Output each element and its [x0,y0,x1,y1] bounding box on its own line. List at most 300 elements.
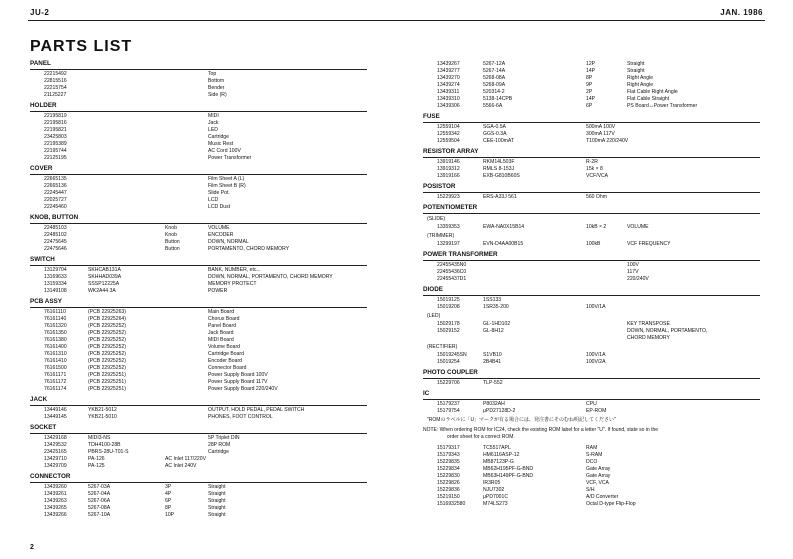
list-item [423,297,760,304]
cell-pn: 13439266 [44,512,67,518]
cell-type: (PCB 22925252) [88,344,126,350]
cell-desc: Power Supply Board 220/240V [208,386,278,392]
cell-pn: 15029178 [437,321,460,327]
list-item [30,239,367,246]
list-item [423,304,760,311]
cell-pn: 22475645 [44,239,67,245]
cell-part: 5267-12A [483,61,506,67]
cell-desc: Power Supply Board 117V [208,379,268,385]
cell-pn: 22195816 [44,120,67,126]
list-item [423,124,760,131]
list-item [423,262,760,269]
cell-pn: 13919166 [437,173,460,179]
cell-pn: 15179237 [437,401,460,407]
list-item [30,463,367,470]
cell-part: CEE-100mAT [483,138,515,144]
list-item [30,190,367,197]
cell-part: 520314-2 [483,89,505,95]
cell-pn: 12559104 [437,124,460,130]
cell-pn: 21125227 [44,92,67,98]
cell-val: 100V/2A [586,359,606,365]
section-rows [423,379,760,387]
section-title: POTENTIOMETER [423,204,760,214]
list-item [30,281,367,288]
cell-desc: MEMORY PROTECT [208,281,257,287]
cell-type: 5267-08A [88,505,111,511]
cell-desc: POWER [208,288,228,294]
cell-mid: Button [165,246,180,252]
section-rows [30,308,367,393]
rom-note-line2: order sheet for a correct ROM. [447,434,515,440]
section-rows [423,296,760,311]
cell-type: (PCB 22925264) [88,316,126,322]
list-item [30,197,367,204]
cell-pn: 23425803 [44,134,67,140]
list-item [30,71,367,78]
cell-desc: Straight [208,491,226,497]
cell-pn: 22665135 [44,176,67,182]
section-title: IC [423,390,760,400]
section-rows [423,60,760,110]
cell-type: (PCB 22925252) [88,365,126,371]
cell-type: 5267-03A [88,484,111,490]
cell-pn: 13439267 [437,61,460,67]
section-rows [30,224,367,253]
list-item [30,442,367,449]
list-item [423,487,760,494]
cell-desc: DCO [586,459,598,465]
cell-desc: Straight [208,505,226,511]
section-title: RESISTOR ARRAY [423,148,760,158]
cell-desc: VOLUME [627,224,649,230]
cell-pn: 76161500 [44,365,67,371]
list-item [30,134,367,141]
header-date: JAN. 1986 [720,8,763,17]
cell-val: T100mA 220/240V [586,138,629,144]
cell-pn: 23425165 [44,449,67,455]
section-rows [423,223,760,231]
cell-part: μPD7001C [483,494,509,500]
list-item [30,505,367,512]
cell-pn: 13299197 [437,241,460,247]
cell-val: 100kB [586,241,601,247]
cell-pn: 15229835 [437,459,460,465]
cell-pn: 13439265 [44,505,67,511]
cell-part: RMLS 8-153J [483,166,515,172]
cell-desc: Side (R) [208,92,227,98]
cell-pn: 76161171 [44,372,67,378]
cell-desc: Film Sheet B (R) [208,183,246,189]
section-rows [30,70,367,99]
cell-desc: Right Angle [627,82,654,88]
cell-pn: 22245460 [44,204,67,210]
cell-pn: 13149108 [44,288,67,294]
cell-desc: CHORD MEMORY [627,335,670,341]
cell-type: PBRS-28U-T01-S [88,449,129,455]
cell-val: 14P [586,96,596,102]
section-rows [423,123,760,145]
cell-desc: Slide Pot. [208,190,230,196]
cell-desc: DOWN, NORMAL, PORTAMENTO, [627,328,708,334]
cell-part: P8032AH [483,401,505,407]
cell-desc: Bender [208,85,225,91]
cell-part: ERS-A33J 561 [483,194,517,200]
cell-pn: 15029152 [437,328,460,334]
cell-pn: 15229836 [437,487,460,493]
cell-desc: Cartridge Board [208,351,244,357]
section-title: KNOB, BUTTON [30,214,367,224]
cell-pn: 13439274 [437,82,460,88]
cell-pn: 13169633 [44,274,67,280]
cell-desc: Chorus Board [208,316,240,322]
cell-pn: 76161320 [44,323,67,329]
section-title: PCB ASSY [30,298,367,308]
cell-desc: MIDI Board [208,337,234,343]
cell-desc: 28P ROM [208,442,231,448]
cell-pn: 15229826 [437,480,460,486]
cell-mid: AC Inlet 117/220V [165,456,206,462]
list-item [30,141,367,148]
cell-desc: Straight [208,484,226,490]
list-item [30,407,367,414]
section-rows [423,400,760,415]
cell-pn: 22455436C0 [437,269,467,275]
cell-mid: Knob [165,225,177,231]
cell-type: PA-126 [88,456,105,462]
cell-mid: 10P [165,512,175,518]
section-rows [423,261,760,283]
cell-desc: Straight [208,498,226,504]
cell-desc: Straight [627,68,645,74]
cell-pn: 13439277 [437,68,460,74]
cell-desc: RAM [586,445,598,451]
cell-desc: PORTAMENTO, CHORD MEMORY [208,246,290,252]
list-item [30,204,367,211]
cell-pn: 22815516 [44,78,67,84]
list-item [423,241,760,248]
cell-pn: 12559342 [437,131,460,137]
cell-desc: Jack Board [208,330,234,336]
list-item [423,68,760,75]
section-rows [30,175,367,211]
cell-part: SGA-0.5A [483,124,506,130]
list-item [423,335,760,342]
cell-val: EP-ROM [586,408,607,414]
list-item [423,408,760,415]
cell-part: GL-1HD102 [483,321,511,327]
list-item [423,131,760,138]
cell-pn: 13439270 [437,75,460,81]
cell-pn: 13919146 [437,159,460,165]
cell-desc: S-RAM [586,452,603,458]
cell-desc: Jack [208,120,219,126]
list-item [30,379,367,386]
cell-part: 5268-09A [483,82,506,88]
cell-mid: 6P [165,498,172,504]
cell-val: 500mA 100V [586,124,616,130]
cell-val: R-2R [586,159,598,165]
list-item [30,316,367,323]
cell-pn: 13429710 [44,456,67,462]
cell-val: 10kB × 2 [586,224,607,230]
cell-part: 5267-14A [483,68,506,74]
list-item [423,89,760,96]
rom-note-line1: NOTE: When ordering ROM for IC24, check the existing ROM label for a letter "U". If found, state so in the [423,427,659,433]
cell-desc: Volume Board [208,344,240,350]
cell-val: 300mA 117V [586,131,615,137]
cell-val: VCF/VCA [586,173,609,179]
cell-desc: Bottom [208,78,225,84]
cell-pn: 76161110 [44,309,66,315]
cell-pn: 13919312 [437,166,460,172]
section-rows [30,406,367,421]
section-title: CONNECTOR [30,473,367,483]
list-item [30,113,367,120]
list-item [423,61,760,68]
cell-pn: 22245447 [44,190,67,196]
cell-part: NJU7302 [483,487,505,493]
cell-part: 1SR35-200 [483,304,509,310]
cell-mid: AC Inlet 240V [165,463,197,469]
list-item [30,330,367,337]
list-item [423,452,760,459]
cell-pn: 22455435N0 [437,262,467,268]
cell-desc: 220/240V [627,276,649,282]
cell-pn: 22195744 [44,148,67,154]
section-title: POWER TRANSFORMER [423,251,760,261]
cell-desc: PHONES, FOOT CONTROL [208,414,273,420]
list-item [423,82,760,89]
cell-pn: 76161380 [44,337,67,343]
cell-desc: 100V [627,262,639,268]
cell-pn: 76161140 [44,316,67,322]
cell-type: 5267-04A [88,491,111,497]
cell-type: (PCB 22925251) [88,372,126,378]
list-item [423,459,760,466]
cell-desc: ENCODER [208,232,234,238]
page-number: 2 [30,544,34,551]
list-item [423,166,760,173]
list-item [423,173,760,180]
cell-type: (PCB 22925251) [88,379,126,385]
cell-part: EWA-NA0X15B14 [483,224,525,230]
cell-pn: 22455437D1 [437,276,467,282]
cell-pn: 13449145 [44,414,67,420]
list-item [423,96,760,103]
cell-type: YKB21-5010 [88,414,117,420]
list-item [423,138,760,145]
cell-part: 5268-08A [483,75,506,81]
list-item [423,224,760,231]
list-item [30,85,367,92]
section-rows [423,351,760,366]
cell-pn: 15229923 [437,194,460,200]
list-item [30,414,367,421]
right-column [423,60,760,508]
list-item [423,473,760,480]
list-item [30,232,367,239]
cell-part: 1SS133 [483,297,502,303]
cell-desc: Connector Board [208,365,247,371]
cell-desc: Film Sheet A (L) [208,176,245,182]
list-item [423,194,760,201]
cell-pn: 13439260 [44,484,67,490]
cell-part: IR3R05 [483,480,501,486]
japanese-note: "ROMのラベルに「U」マークが有る場合には、発注書にそのむね明記してください" [427,417,616,423]
section-rows [423,240,760,248]
list-item [30,358,367,365]
list-item [423,321,760,328]
cell-desc: OUTPUT, HOLD PEDAL, PEDAL SWITCH [208,407,305,413]
cell-part: 5566-6A [483,103,503,109]
list-item [30,78,367,85]
cell-type: (PCB 22925252) [88,351,126,357]
cell-type: SKHHAD039A [88,274,122,280]
left-column [30,60,367,519]
cell-val: 6P [586,103,593,109]
list-item [423,501,760,508]
cell-pn: 13429709 [44,463,67,469]
list-item [423,359,760,366]
cell-desc: 117V [627,269,639,275]
cell-pn: 15019254 [437,359,460,365]
list-item [423,103,760,110]
cell-desc: Right Angle [627,75,654,81]
cell-pn: 15229834 [437,466,460,472]
list-item [30,365,367,372]
list-item [30,309,367,316]
cell-desc: Cartridge [208,449,229,455]
header-model: JU-2 [30,8,50,17]
cell-pn: 13159334 [44,281,67,287]
cell-type: SSSP12225A [88,281,120,287]
section-title: PHOTO COUPLER [423,369,760,379]
cell-desc: Gate Array [586,473,611,479]
cell-desc: Cartridge [208,134,229,140]
cell-part: 5138-14CPB [483,96,513,102]
section-rows [30,266,367,295]
cell-part: EVN-D4AA00B15 [483,241,524,247]
sub-label: (SLIDE) [427,216,446,222]
cell-part: RKM14L503F [483,159,515,165]
list-item [423,445,760,452]
cell-desc: Music Rest [208,141,234,147]
cell-pn: 15229830 [437,473,460,479]
cell-pn: 76161310 [44,351,67,357]
list-item [30,274,367,281]
cell-pn: 22125195 [44,155,67,161]
cell-val: 15k × 8 [586,166,603,172]
cell-desc: PS Board↔Power Transformer [627,103,698,109]
cell-desc: KEY TRANSPOSE [627,321,670,327]
section-rows [30,112,367,162]
cell-type: (PCB 22925252) [88,330,126,336]
cell-val: 100V/1A [586,352,606,358]
list-item [30,435,367,442]
cell-desc: Gate Array [586,466,611,472]
cell-pn: 22475646 [44,246,67,252]
cell-pn: 13439310 [437,96,460,102]
cell-pn: 76161172 [44,379,67,385]
cell-pn: 22195821 [44,127,67,133]
cell-desc: Flat Cable Straight [627,96,670,102]
list-item [30,127,367,134]
cell-part: TC5517APL [483,445,511,451]
cell-desc: LCD Dust [208,204,231,210]
list-item [423,480,760,487]
cell-pn: 13439263 [44,498,67,504]
cell-part: MB63H149PF-G-BND [483,473,534,479]
cell-desc: LCD [208,197,219,203]
list-item [423,75,760,82]
list-item [30,372,367,379]
cell-pn: 22215492 [44,71,67,77]
section-rows [423,320,760,342]
list-item [30,498,367,505]
section-title: DIODE [423,286,760,296]
cell-pn: 13439311 [437,89,460,95]
cell-pn: 13439261 [44,491,67,497]
cell-val: 14P [586,68,596,74]
sub-label: (TRIMMER) [427,233,455,239]
list-item [423,159,760,166]
cell-val: CPU [586,401,597,407]
cell-desc: DOWN, NORMAL [208,239,249,245]
list-item [423,466,760,473]
cell-mid: 4P [165,491,172,497]
section-title: JACK [30,396,367,406]
cell-desc: AC Cord 100V [208,148,241,154]
cell-type: TDH4100-28B [88,442,121,448]
cell-part: GGS-0.3A [483,131,507,137]
cell-type: WK2A44 3A [88,288,116,294]
cell-pn: 13449146 [44,407,67,413]
cell-pn: 76161350 [44,330,67,336]
list-item [30,337,367,344]
list-item [30,267,367,274]
section-rows [30,434,367,470]
section-rows [423,158,760,180]
cell-type: SKHCAB131A [88,267,121,273]
cell-pn: 22195819 [44,113,67,119]
cell-desc: VOLUME [208,225,230,231]
section-rows [423,193,760,201]
cell-mid: Knob [165,232,177,238]
list-item [30,491,367,498]
sub-label: (RECTIFIER) [427,344,458,350]
cell-part: μPD27128D-2 [483,408,516,414]
cell-type: (PCB 22925252) [88,337,126,343]
list-item [423,494,760,501]
cell-desc: Panel Board [208,323,237,329]
cell-desc: Straight [627,61,645,67]
cell-val: 8P [586,75,593,81]
page-title: PARTS LIST [30,38,133,55]
cell-pn: 22485102 [44,232,67,238]
list-item [30,288,367,295]
list-item [30,148,367,155]
list-item [30,120,367,127]
section-title: PANEL [30,60,367,70]
list-item [30,351,367,358]
cell-desc: Flat Cable Right Angle [627,89,678,95]
cell-desc: A/D Converter [586,494,619,500]
cell-part: M74LS273 [483,501,508,507]
cell-pn: 1516932580 [437,501,466,507]
cell-pn: 13129704 [44,267,67,273]
cell-pn: 22665136 [44,183,67,189]
cell-pn: 22025727 [44,197,67,203]
